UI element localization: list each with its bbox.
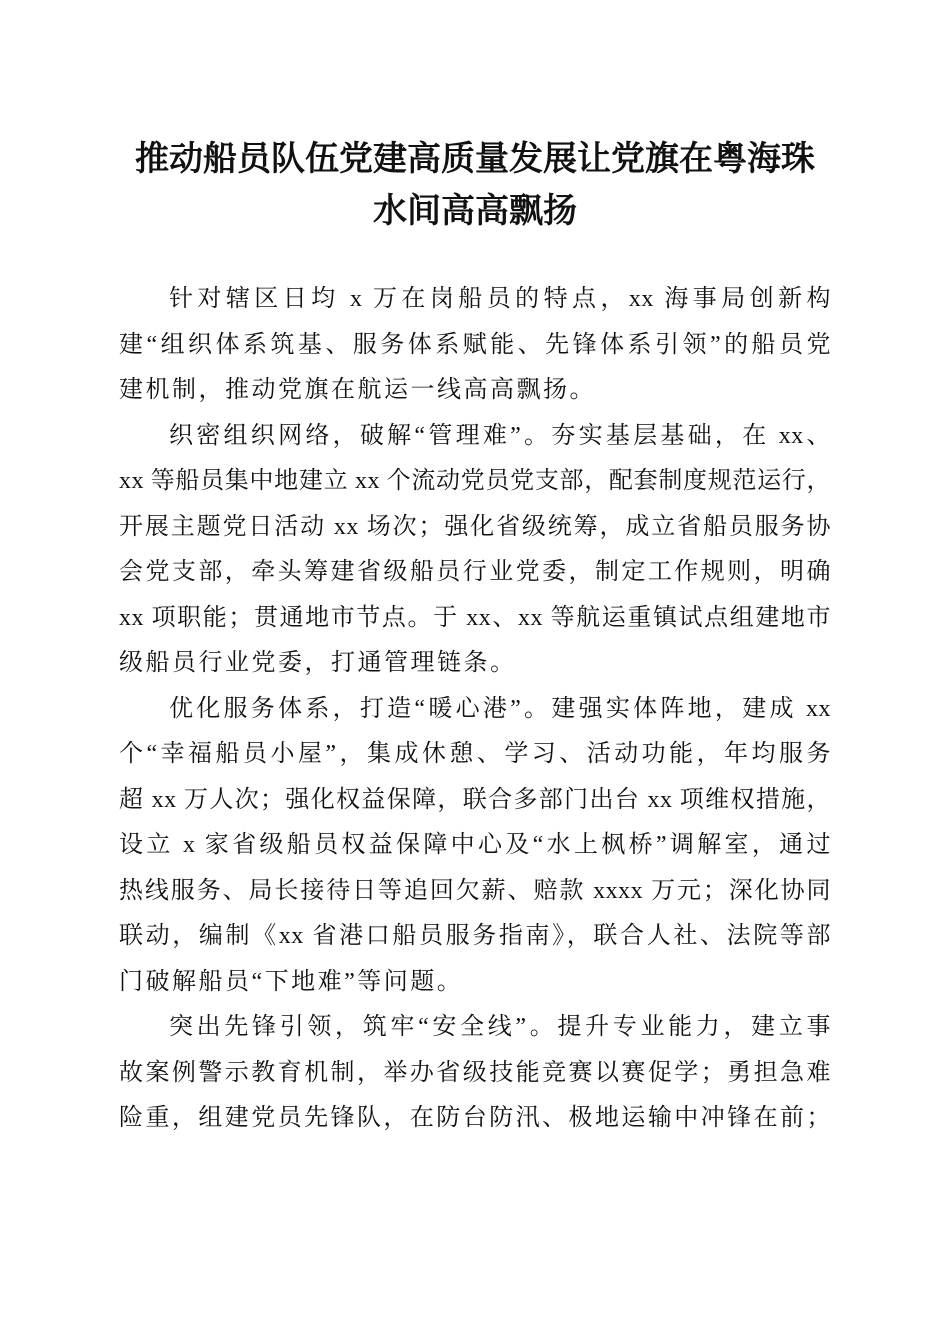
text-line: 优化服务体系，打造“暖心港”。建强实体阵地，建成 xx [169, 695, 831, 722]
title-line-2: 水间高高飘扬 [373, 191, 577, 231]
document-body [119, 277, 831, 1142]
paragraph-vanguard [119, 1005, 831, 1142]
paragraph-service [119, 687, 831, 1006]
text-line: 针对辖区日均 x 万在岗船员的特点，xx 海事局创新构 [169, 286, 831, 312]
text-line: 险重，组建党员先锋队，在防台防汛、极地运输中冲锋在前； [119, 1105, 831, 1131]
paragraph-intro [119, 277, 831, 414]
text-line: 热线服务、局长接待日等追回欠薪、赔款 xxxx 万元；深化协同 [119, 877, 831, 904]
text-line: 突出先锋引领，筑牢“安全线”。提升专业能力，建立事 [169, 1014, 831, 1040]
text-line: 联动，编制《xx 省港口船员服务指南》，联合人社、法院等部 [119, 923, 831, 949]
text-line: 织密组织网络，破解“管理难”。夯实基层基础，在 xx、 [169, 422, 831, 449]
text-line: 开展主题党日活动 xx 场次；强化省级统筹，成立省船员服务协 [119, 513, 831, 540]
text-line: 级船员行业党委，打通管理链条。 [119, 650, 517, 676]
paragraph-organization [119, 414, 831, 687]
text-line: 会党支部，牵头筹建省级船员行业党委，制定工作规则，明确 [119, 559, 831, 585]
text-line: 门破解船员“下地难”等问题。 [119, 968, 464, 995]
text-line: 故案例警示教育机制，举办省级技能竞赛以赛促学；勇担急难 [119, 1059, 831, 1086]
text-line: 超 xx 万人次；强化权益保障，联合多部门出台 xx 项维权措施， [119, 786, 831, 813]
title-line-1: 推动船员队伍党建高质量发展让党旗在粤海珠 [135, 139, 815, 179]
text-line: 设立 x 家省级船员权益保障中心及“水上枫桥”调解室，通过 [119, 832, 831, 858]
text-line: 建机制，推动党旗在航运一线高高飘扬。 [119, 377, 596, 403]
document-title [100, 133, 850, 237]
text-line: 建“组织体系筑基、服务体系赋能、先锋体系引领”的船员党 [119, 331, 831, 358]
text-line: 个“幸福船员小屋”，集成休憩、学习、活动功能，年均服务 [119, 741, 831, 767]
text-line: xx 项职能；贯通地市节点。于 xx、xx 等航运重镇试点组建地市 [119, 604, 831, 631]
text-line: xx 等船员集中地建立 xx 个流动党员党支部，配套制度规范运行， [119, 468, 831, 494]
